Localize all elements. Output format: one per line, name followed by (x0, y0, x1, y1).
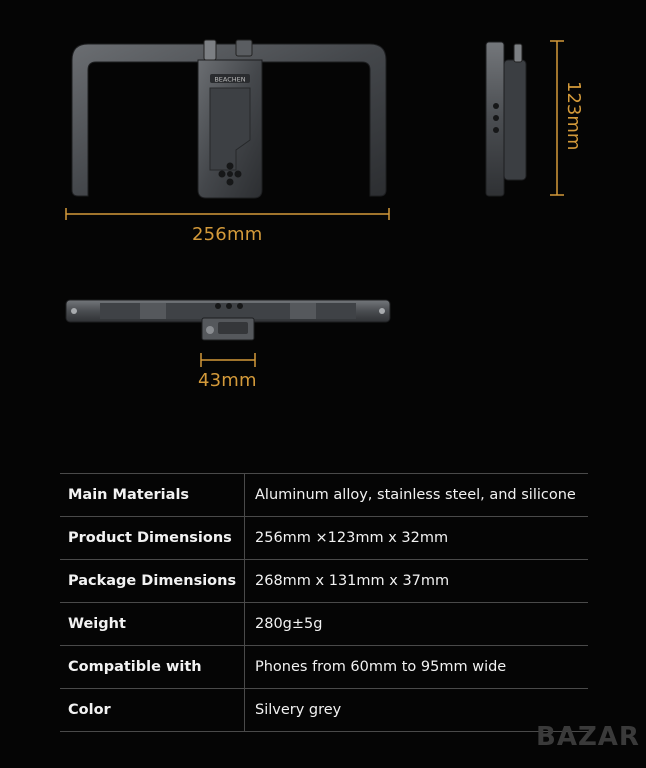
table-row (60, 517, 588, 560)
spec-key: Main Materials (60, 474, 245, 517)
specs-table (60, 473, 588, 732)
table-row (60, 689, 588, 732)
spec-key: Compatible with (60, 646, 245, 689)
brand-logo-text: BEACHEN (214, 75, 246, 84)
top-view (66, 300, 390, 367)
spec-value: Silvery grey (245, 689, 589, 732)
spec-key: Weight (60, 603, 245, 646)
width-dimension-label: 256mm (192, 224, 263, 245)
table-row (60, 603, 588, 646)
mount-width-dimension-label: 43mm (198, 370, 257, 391)
spec-key: Product Dimensions (60, 517, 245, 560)
spec-value: 256mm ×123mm x 32mm (245, 517, 589, 560)
table-row (60, 474, 588, 517)
side-view (486, 41, 564, 196)
front-view (66, 40, 389, 220)
spec-value: Aluminum alloy, stainless steel, and silicone (245, 474, 589, 517)
spec-value: Phones from 60mm to 95mm wide (245, 646, 589, 689)
height-dimension-label: 123mm (563, 81, 584, 151)
spec-value: 280g±5g (245, 603, 589, 646)
spec-key: Package Dimensions (60, 560, 245, 603)
table-row (60, 646, 588, 689)
spec-value: 268mm x 131mm x 37mm (245, 560, 589, 603)
watermark-logo: BAZAR (536, 722, 640, 752)
table-row (60, 560, 588, 603)
spec-key: Color (60, 689, 245, 732)
